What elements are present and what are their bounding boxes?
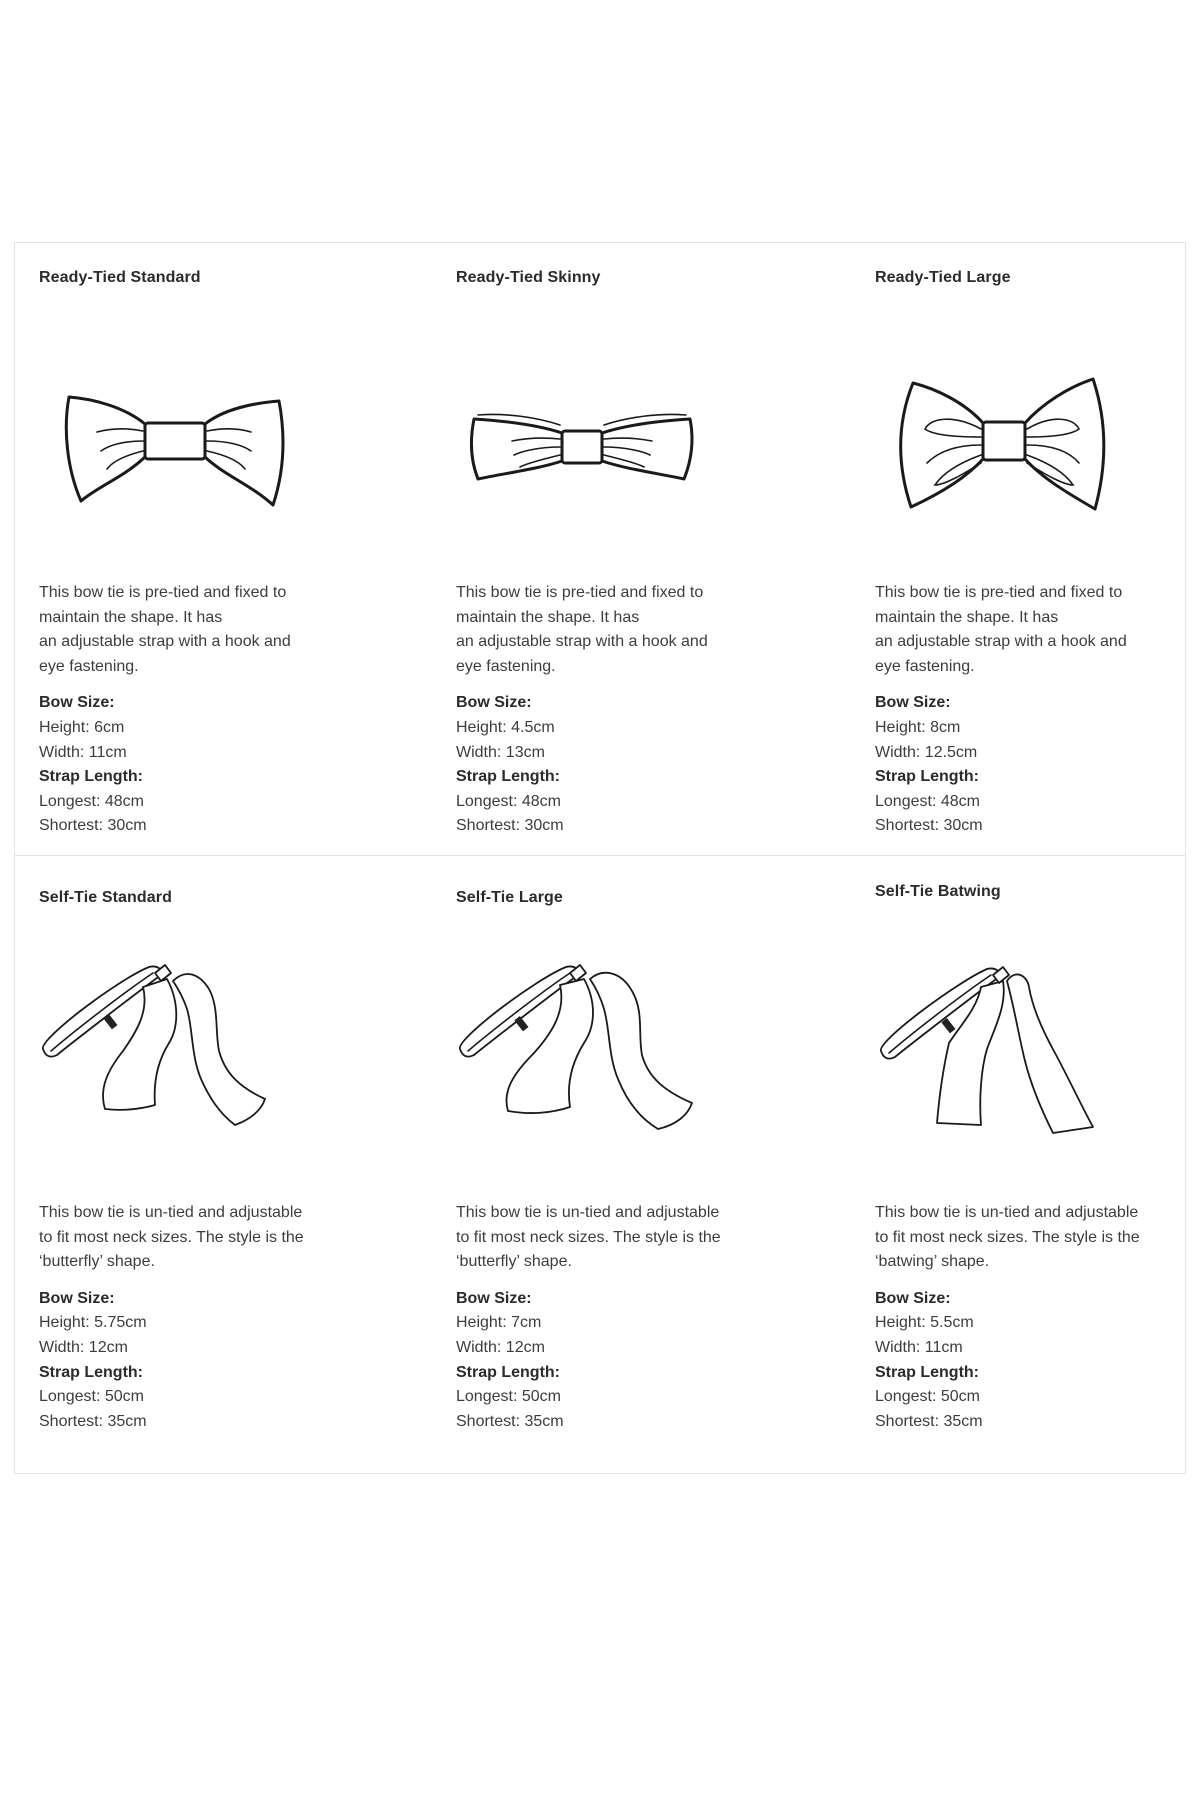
strap-shortest: Shortest: 35cm xyxy=(39,1412,147,1430)
strap-length-label: Strap Length: xyxy=(39,1363,143,1381)
product-card-ready-tied-large xyxy=(875,269,1175,835)
product-description: This bow tie is pre-tied and fixed to maintain the shape. It has an adjustable strap with a hook and eye fastening. xyxy=(456,584,708,675)
product-title: Ready-Tied Skinny xyxy=(456,269,601,286)
strap-shortest: Shortest: 30cm xyxy=(39,817,147,835)
bow-tie-icon xyxy=(875,359,1175,559)
product-description: This bow tie is un-tied and adjustable to fit most neck sizes. The style is the ‘butterfly’ shape. xyxy=(39,1204,304,1271)
bow-size-label: Bow Size: xyxy=(39,694,115,712)
strap-length-label: Strap Length: xyxy=(875,768,979,786)
bow-size-label: Bow Size: xyxy=(456,1289,532,1307)
strap-longest: Longest: 50cm xyxy=(39,1388,144,1406)
product-card-self-tie-large xyxy=(456,889,756,1430)
bow-tie-icon xyxy=(39,359,339,559)
row-divider xyxy=(15,855,1185,856)
bow-width: Width: 11cm xyxy=(39,743,127,761)
bow-size-label: Bow Size: xyxy=(875,694,951,712)
product-card-ready-tied-skinny xyxy=(456,269,756,835)
strap-length-label: Strap Length: xyxy=(39,768,143,786)
strap-longest: Longest: 50cm xyxy=(875,1388,980,1406)
product-card-ready-tied-standard xyxy=(39,269,339,835)
bow-size-label: Bow Size: xyxy=(456,694,532,712)
bow-tie-icon xyxy=(456,359,756,559)
bow-width: Width: 12cm xyxy=(39,1338,128,1356)
bow-height: Height: 7cm xyxy=(456,1314,542,1332)
strap-longest: Longest: 48cm xyxy=(456,792,561,810)
bow-height: Height: 6cm xyxy=(39,718,125,736)
strap-shortest: Shortest: 30cm xyxy=(875,817,983,835)
strap-shortest: Shortest: 35cm xyxy=(875,1412,983,1430)
product-title: Ready-Tied Standard xyxy=(39,269,201,286)
self-tie-bow-tie-icon xyxy=(456,939,756,1139)
self-tie-bow-tie-icon xyxy=(39,939,339,1139)
bow-height: Height: 4.5cm xyxy=(456,718,555,736)
product-title: Self-Tie Batwing xyxy=(875,883,1001,900)
bow-height: Height: 8cm xyxy=(875,718,961,736)
product-title: Ready-Tied Large xyxy=(875,269,1011,286)
strap-longest: Longest: 48cm xyxy=(875,792,980,810)
bow-width: Width: 13cm xyxy=(456,743,545,761)
strap-length-label: Strap Length: xyxy=(875,1363,979,1381)
product-title: Self-Tie Standard xyxy=(39,889,172,906)
product-description: This bow tie is pre-tied and fixed to maintain the shape. It has an adjustable strap with a hook and eye fastening. xyxy=(39,584,291,675)
product-description: This bow tie is pre-tied and fixed to maintain the shape. It has an adjustable strap with a hook and eye fastening. xyxy=(875,584,1127,675)
product-title: Self-Tie Large xyxy=(456,889,563,906)
product-card-self-tie-batwing xyxy=(875,883,1175,1430)
bow-width: Width: 12.5cm xyxy=(875,743,978,761)
strap-length-label: Strap Length: xyxy=(456,1363,560,1381)
strap-length-label: Strap Length: xyxy=(456,768,560,786)
product-description: This bow tie is un-tied and adjustable to fit most neck sizes. The style is the ‘batwing’ shape. xyxy=(875,1204,1140,1271)
product-description: This bow tie is un-tied and adjustable to fit most neck sizes. The style is the ‘butterfly’ shape. xyxy=(456,1204,721,1271)
bow-width: Width: 12cm xyxy=(456,1338,545,1356)
bow-size-label: Bow Size: xyxy=(875,1289,951,1307)
product-card-self-tie-standard xyxy=(39,889,339,1430)
size-guide-grid xyxy=(14,242,1186,1474)
bow-height: Height: 5.5cm xyxy=(875,1314,974,1332)
strap-longest: Longest: 48cm xyxy=(39,792,144,810)
bow-width: Width: 11cm xyxy=(875,1338,963,1356)
self-tie-batwing-icon xyxy=(875,939,1175,1139)
bow-height: Height: 5.75cm xyxy=(39,1314,147,1332)
strap-shortest: Shortest: 30cm xyxy=(456,817,564,835)
bow-size-label: Bow Size: xyxy=(39,1289,115,1307)
strap-shortest: Shortest: 35cm xyxy=(456,1412,564,1430)
strap-longest: Longest: 50cm xyxy=(456,1388,561,1406)
